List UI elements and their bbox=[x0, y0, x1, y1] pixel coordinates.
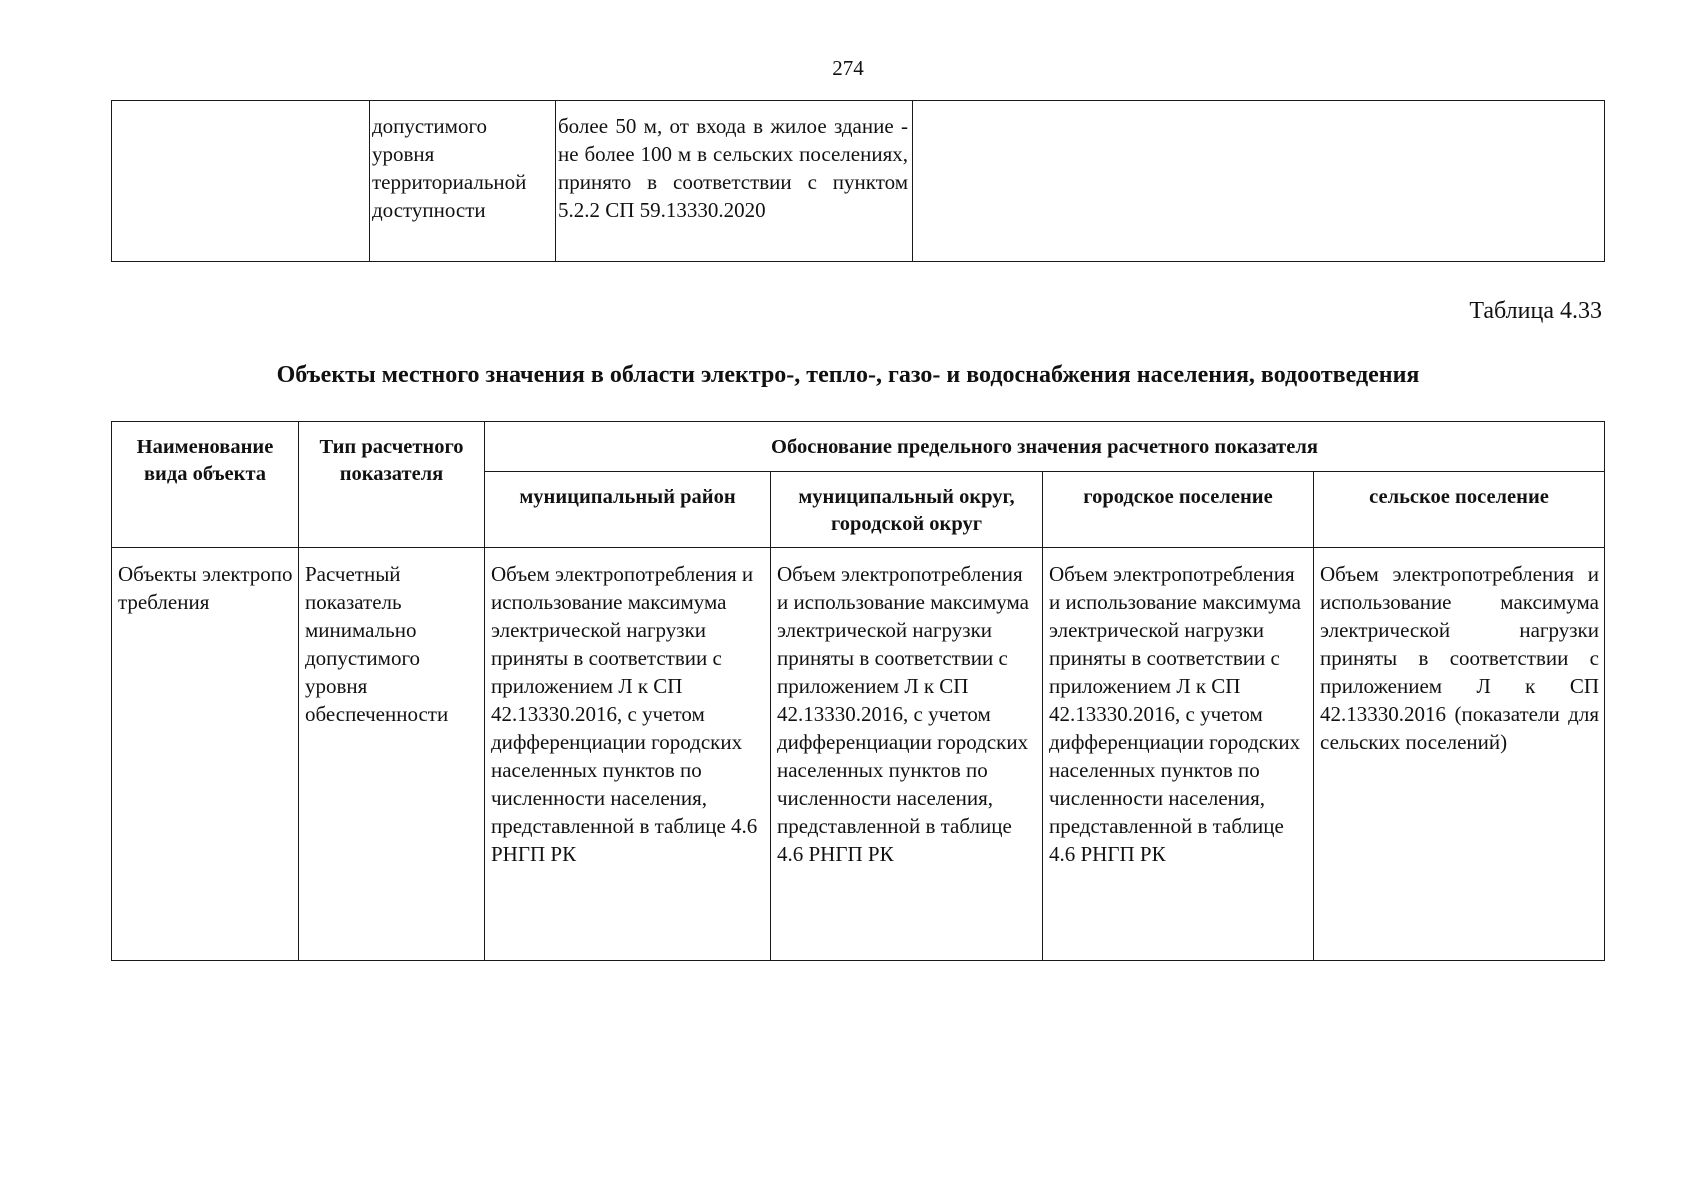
header-justification: Обоснование предельного значения расчетного показателя bbox=[485, 422, 1605, 472]
value-cell-municipal-district: Объем электропотребления и использование максимума электрической нагрузки приняты в соответствии с приложением Л к СП 42.13330.2016, с учетом дифференциации городских населенных пунктов по численности населения, представленной в таблице 4.6 РНГП РК bbox=[485, 548, 771, 961]
value-cell-municipal-okrug: Объем электропотребления и использование максимума электрической нагрузки приняты в соответствии с приложением Л к СП 42.13330.2016, с учетом дифференциации городских населенных пунктов по численности населения, представленной в таблице 4.6 РНГП РК bbox=[771, 548, 1043, 961]
subheader-municipal-district: муниципальный район bbox=[485, 472, 771, 548]
continuation-table bbox=[111, 100, 1605, 262]
table-cell bbox=[112, 101, 370, 262]
subheader-urban-settlement: городское поселение bbox=[1043, 472, 1314, 548]
value-cell-rural-settlement: Объем электропотребления и использование максимума электрической нагрузки приняты в соответствии с приложением Л к СП 42.13330.2016 (показатели для сельских поселений) bbox=[1314, 548, 1605, 961]
table-cell: допустимого уровня территориальной доступности bbox=[370, 101, 556, 262]
table-cell: более 50 м, от входа в жилое здание - не более 100 м в сельских поселениях, принято в соответствии с пунктом 5.2.2 СП 59.13330.2020 bbox=[556, 101, 913, 262]
subheader-rural-settlement: сельское поселение bbox=[1314, 472, 1605, 548]
table-row bbox=[112, 548, 1605, 961]
header-name: Наименование вида объекта bbox=[112, 422, 299, 548]
table-number: Таблица 4.33 bbox=[1469, 298, 1602, 324]
table-cell bbox=[913, 101, 1605, 262]
main-table bbox=[111, 421, 1605, 961]
table-title: Объекты местного значения в области электро-, тепло-, газо- и водоснабжения населения, водоотведения bbox=[276, 362, 1420, 388]
row-name-cell: Объекты электропотребления bbox=[112, 548, 299, 961]
header-type: Тип расчетного показателя bbox=[299, 422, 485, 548]
table-row bbox=[112, 101, 1605, 262]
page-number: 274 bbox=[832, 56, 864, 80]
subheader-municipal-okrug: муниципальный округ, городской округ bbox=[771, 472, 1043, 548]
value-cell-urban-settlement: Объем электропотребления и использование максимума электрической нагрузки приняты в соответствии с приложением Л к СП 42.13330.2016, с учетом дифференциации городских населенных пунктов по численности населения, представленной в таблице 4.6 РНГП РК bbox=[1043, 548, 1314, 961]
row-type-cell: Расчетный показатель минимально допустимого уровня обеспеченности bbox=[299, 548, 485, 961]
header-row bbox=[112, 422, 1605, 472]
